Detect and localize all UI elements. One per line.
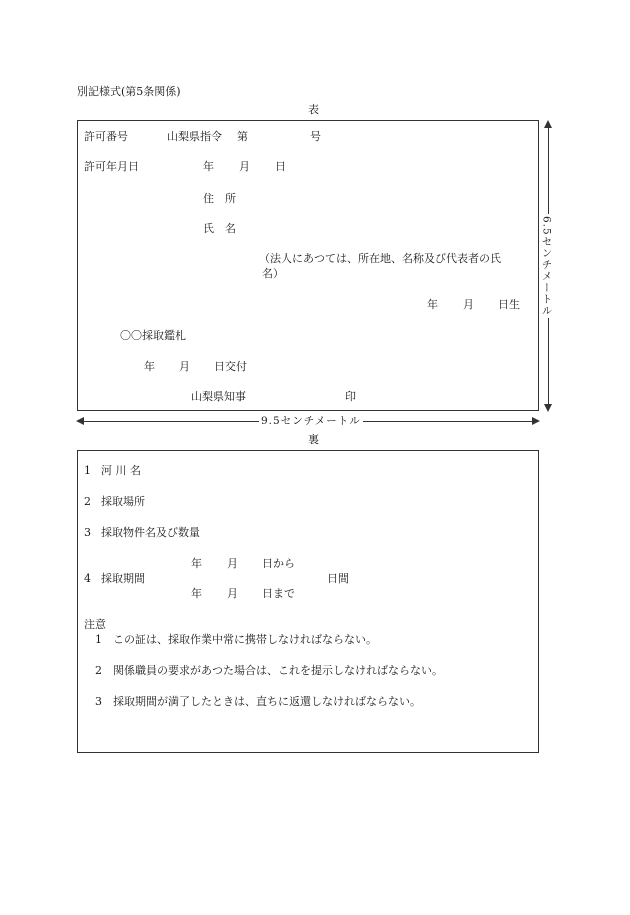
item2-number: 2	[84, 495, 91, 508]
permit-number-label: 許可番号	[84, 130, 128, 143]
issue-day: 日交付	[214, 360, 247, 373]
note-number: 1	[95, 633, 102, 646]
arrow-down-icon	[544, 404, 552, 412]
period-from-year: 年	[191, 557, 202, 570]
period-to-month: 月	[227, 587, 238, 600]
height-dimension-label: 6.5センチメートル	[540, 216, 553, 317]
notes-title: 注意	[84, 618, 106, 631]
birth-day: 日生	[498, 298, 520, 311]
front-card	[77, 120, 539, 411]
permit-date-label: 許可年月日	[84, 160, 139, 173]
note-text: 関係職員の要求があつた場合は、これを提示しなければならない。	[113, 664, 443, 677]
width-dimension-label: 9.5センチメートル	[261, 415, 361, 427]
permit-dai: 第	[237, 130, 248, 143]
corp-note-line1: （法人にあつては、所在地、名称及び代表者の氏	[259, 252, 501, 265]
item3-number: 3	[84, 526, 91, 539]
birth-year: 年	[427, 298, 438, 311]
designation: 山梨県指令	[167, 130, 222, 143]
plate-title: 〇〇採取鑑札	[120, 329, 186, 342]
collection-place-label: 採取場所	[101, 495, 145, 508]
corp-note-line2: 名）	[262, 267, 284, 280]
name-label: 氏 名	[203, 222, 236, 235]
permit-date-month: 月	[239, 160, 250, 173]
permit-go: 号	[310, 130, 321, 143]
address-label: 住 所	[203, 192, 236, 205]
item-quantity-label: 採取物件名及び数量	[101, 526, 200, 539]
seal-mark: 印	[345, 390, 356, 403]
front-label: 表	[308, 103, 319, 116]
arrow-right-icon	[532, 417, 540, 425]
collection-period-label: 採取期間	[101, 572, 145, 585]
issue-year: 年	[144, 360, 155, 373]
note-number: 2	[95, 664, 102, 677]
permit-date-year: 年	[203, 160, 214, 173]
period-from-day: 日から	[262, 557, 295, 570]
back-label: 裏	[308, 433, 319, 446]
item1-number: 1	[84, 464, 91, 477]
governor-title: 山梨県知事	[191, 390, 246, 403]
period-from-month: 月	[227, 557, 238, 570]
period-to-year: 年	[191, 587, 202, 600]
note-number: 3	[95, 695, 102, 708]
permit-date-day: 日	[275, 160, 286, 173]
note-text: この証は、採取作業中常に携帯しなければならない。	[113, 633, 377, 646]
issue-month: 月	[179, 360, 190, 373]
back-card	[77, 450, 539, 753]
river-name-label: 河 川 名	[101, 464, 141, 477]
period-to-day: 日まで	[262, 587, 295, 600]
form-heading: 別記様式(第5条関係)	[77, 85, 181, 98]
note-text: 採取期間が満了したときは、直ちに返還しなければならない。	[113, 695, 421, 708]
period-days: 日間	[327, 572, 349, 585]
birth-month: 月	[463, 298, 474, 311]
item4-number: 4	[84, 572, 91, 585]
